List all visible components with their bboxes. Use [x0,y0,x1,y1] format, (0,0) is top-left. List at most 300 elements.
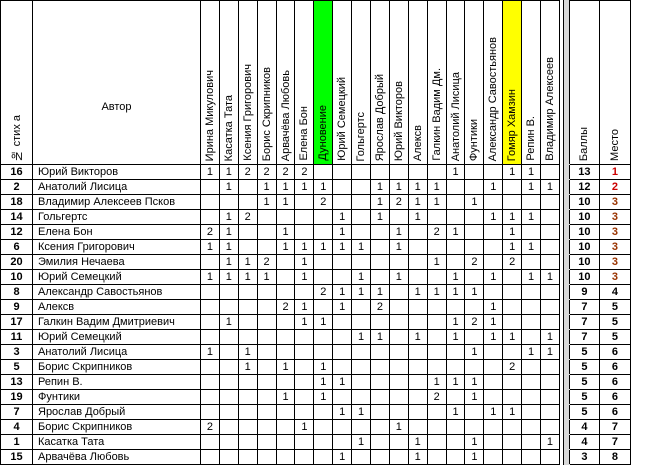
vote-cell[interactable] [201,330,220,345]
vote-cell[interactable]: 1 [219,240,238,255]
vote-cell[interactable]: 1 [276,360,295,375]
vote-cell[interactable] [201,255,220,270]
vote-cell[interactable] [522,390,541,405]
vote-cell[interactable]: 1 [484,315,503,330]
poem-number-cell[interactable]: 2 [1,180,33,195]
vote-cell[interactable] [314,405,333,420]
vote-cell[interactable] [522,300,541,315]
vote-cell[interactable] [465,300,484,315]
author-cell[interactable]: Юрий Семецкий [33,330,201,345]
vote-cell[interactable] [541,360,560,375]
vote-cell[interactable] [465,240,484,255]
vote-cell[interactable]: 1 [446,375,465,390]
header-judge-9[interactable] [371,1,390,165]
header-place[interactable] [599,1,630,165]
vote-cell[interactable] [541,300,560,315]
poem-number-cell[interactable]: 17 [1,315,33,330]
place-cell[interactable]: 5 [599,330,630,345]
vote-cell[interactable] [389,390,408,405]
vote-cell[interactable] [427,210,446,225]
vote-cell[interactable] [314,165,333,180]
header-num-cell[interactable] [1,1,33,165]
place-cell[interactable]: 6 [599,375,630,390]
author-cell[interactable]: Владимир Алексеев Псков [33,195,201,210]
vote-cell[interactable]: 1 [333,225,352,240]
vote-cell[interactable] [257,300,276,315]
vote-cell[interactable] [408,420,427,435]
vote-cell[interactable] [314,210,333,225]
vote-cell[interactable] [333,330,352,345]
header-judge-17[interactable] [522,1,541,165]
vote-cell[interactable]: 2 [295,165,314,180]
vote-cell[interactable]: 1 [257,195,276,210]
vote-cell[interactable]: 1 [503,165,522,180]
vote-cell[interactable] [484,360,503,375]
vote-cell[interactable]: 1 [408,330,427,345]
vote-cell[interactable]: 1 [484,270,503,285]
vote-cell[interactable] [427,450,446,465]
vote-cell[interactable] [333,420,352,435]
place-cell[interactable]: 5 [599,300,630,315]
vote-cell[interactable] [446,450,465,465]
vote-cell[interactable] [446,255,465,270]
vote-cell[interactable] [371,345,390,360]
vote-cell[interactable]: 1 [465,345,484,360]
vote-cell[interactable] [257,450,276,465]
vote-cell[interactable] [371,390,390,405]
vote-cell[interactable]: 1 [503,405,522,420]
vote-cell[interactable] [333,255,352,270]
vote-cell[interactable] [389,315,408,330]
vote-cell[interactable] [465,360,484,375]
vote-cell[interactable]: 1 [276,195,295,210]
vote-cell[interactable] [201,375,220,390]
vote-cell[interactable] [389,165,408,180]
vote-cell[interactable] [352,180,371,195]
vote-cell[interactable] [276,435,295,450]
vote-cell[interactable] [465,330,484,345]
place-cell[interactable]: 5 [599,315,630,330]
vote-cell[interactable] [219,285,238,300]
header-judge-16[interactable] [503,1,522,165]
vote-cell[interactable] [371,435,390,450]
vote-cell[interactable] [541,420,560,435]
score-cell[interactable]: 5 [569,360,599,375]
vote-cell[interactable] [541,195,560,210]
poem-number-cell[interactable]: 11 [1,330,33,345]
vote-cell[interactable]: 1 [408,435,427,450]
vote-cell[interactable] [522,435,541,450]
vote-cell[interactable]: 1 [352,285,371,300]
vote-cell[interactable] [295,285,314,300]
poem-number-cell[interactable]: 13 [1,375,33,390]
vote-cell[interactable] [295,450,314,465]
vote-cell[interactable] [465,165,484,180]
vote-cell[interactable] [389,405,408,420]
vote-cell[interactable]: 1 [219,210,238,225]
vote-cell[interactable] [371,270,390,285]
vote-cell[interactable]: 1 [295,180,314,195]
vote-cell[interactable] [257,240,276,255]
vote-cell[interactable] [389,450,408,465]
vote-cell[interactable] [371,255,390,270]
author-cell[interactable]: Касатка Тата [33,435,201,450]
vote-cell[interactable]: 2 [314,195,333,210]
vote-cell[interactable] [522,450,541,465]
vote-cell[interactable] [295,225,314,240]
vote-cell[interactable] [219,450,238,465]
vote-cell[interactable]: 1 [541,270,560,285]
vote-cell[interactable] [276,285,295,300]
vote-cell[interactable] [257,405,276,420]
poem-number-cell[interactable]: 12 [1,225,33,240]
vote-cell[interactable] [541,405,560,420]
vote-cell[interactable] [257,360,276,375]
vote-cell[interactable] [276,450,295,465]
vote-cell[interactable]: 1 [408,285,427,300]
vote-cell[interactable] [257,210,276,225]
vote-cell[interactable] [314,345,333,360]
vote-cell[interactable]: 1 [314,390,333,405]
vote-cell[interactable] [201,300,220,315]
vote-cell[interactable]: 1 [314,180,333,195]
vote-cell[interactable] [446,360,465,375]
vote-cell[interactable] [484,255,503,270]
poem-number-cell[interactable]: 8 [1,285,33,300]
poem-number-cell[interactable]: 6 [1,240,33,255]
vote-cell[interactable]: 2 [371,300,390,315]
vote-cell[interactable] [484,240,503,255]
vote-cell[interactable]: 1 [427,180,446,195]
vote-cell[interactable]: 1 [484,210,503,225]
vote-cell[interactable] [219,345,238,360]
header-judge-3[interactable] [257,1,276,165]
vote-cell[interactable] [219,360,238,375]
vote-cell[interactable] [238,375,257,390]
poem-number-cell[interactable]: 14 [1,210,33,225]
vote-cell[interactable] [219,390,238,405]
score-cell[interactable]: 10 [569,255,599,270]
vote-cell[interactable] [427,165,446,180]
header-judge-7[interactable] [333,1,352,165]
vote-cell[interactable]: 1 [465,375,484,390]
vote-cell[interactable]: 1 [219,165,238,180]
vote-cell[interactable] [201,405,220,420]
vote-cell[interactable] [257,345,276,360]
vote-cell[interactable] [446,420,465,435]
vote-cell[interactable] [408,165,427,180]
vote-cell[interactable] [408,300,427,315]
poem-number-cell[interactable]: 3 [1,345,33,360]
place-cell[interactable]: 7 [599,435,630,450]
vote-cell[interactable] [238,330,257,345]
vote-cell[interactable] [408,240,427,255]
vote-cell[interactable] [389,435,408,450]
author-cell[interactable]: Юрий Семецкий [33,270,201,285]
vote-cell[interactable] [408,360,427,375]
header-judge-8[interactable] [352,1,371,165]
place-cell[interactable]: 8 [599,450,630,465]
vote-cell[interactable] [446,195,465,210]
poem-number-cell[interactable]: 16 [1,165,33,180]
vote-cell[interactable]: 2 [276,300,295,315]
vote-cell[interactable] [503,390,522,405]
vote-cell[interactable]: 2 [257,165,276,180]
vote-cell[interactable]: 1 [371,210,390,225]
vote-cell[interactable] [408,405,427,420]
vote-cell[interactable]: 1 [201,240,220,255]
place-cell[interactable]: 1 [599,165,630,180]
vote-cell[interactable] [484,450,503,465]
vote-cell[interactable]: 1 [503,225,522,240]
vote-cell[interactable]: 1 [314,240,333,255]
score-cell[interactable]: 5 [569,390,599,405]
vote-cell[interactable]: 1 [427,285,446,300]
vote-cell[interactable] [446,240,465,255]
vote-cell[interactable]: 1 [446,225,465,240]
vote-cell[interactable] [541,450,560,465]
vote-cell[interactable]: 1 [333,450,352,465]
vote-cell[interactable]: 1 [446,165,465,180]
vote-cell[interactable] [314,435,333,450]
vote-cell[interactable]: 1 [465,390,484,405]
vote-cell[interactable]: 1 [465,195,484,210]
vote-cell[interactable] [238,390,257,405]
vote-cell[interactable] [276,315,295,330]
header-judge-5[interactable] [295,1,314,165]
vote-cell[interactable] [201,195,220,210]
header-judge-4[interactable] [276,1,295,165]
author-cell[interactable]: Фунтики [33,390,201,405]
vote-cell[interactable] [427,315,446,330]
vote-cell[interactable] [427,300,446,315]
vote-cell[interactable] [352,300,371,315]
vote-cell[interactable] [276,420,295,435]
vote-cell[interactable]: 1 [333,285,352,300]
author-cell[interactable]: Борис Скрипников [33,360,201,375]
poem-number-cell[interactable]: 4 [1,420,33,435]
poem-number-cell[interactable]: 1 [1,435,33,450]
vote-cell[interactable] [333,315,352,330]
vote-cell[interactable]: 2 [503,360,522,375]
vote-cell[interactable] [201,450,220,465]
vote-cell[interactable] [352,225,371,240]
header-judge-18[interactable] [541,1,560,165]
vote-cell[interactable] [465,225,484,240]
vote-cell[interactable]: 2 [276,165,295,180]
vote-cell[interactable]: 2 [427,225,446,240]
vote-cell[interactable] [219,435,238,450]
vote-cell[interactable] [352,390,371,405]
vote-cell[interactable]: 1 [295,270,314,285]
place-cell[interactable]: 6 [599,390,630,405]
vote-cell[interactable]: 1 [352,270,371,285]
vote-cell[interactable]: 1 [446,405,465,420]
score-cell[interactable]: 7 [569,315,599,330]
vote-cell[interactable] [408,225,427,240]
vote-cell[interactable] [314,300,333,315]
vote-cell[interactable] [522,360,541,375]
place-cell[interactable]: 3 [599,255,630,270]
vote-cell[interactable]: 2 [465,315,484,330]
vote-cell[interactable] [314,255,333,270]
vote-cell[interactable]: 1 [522,165,541,180]
vote-cell[interactable] [352,195,371,210]
vote-cell[interactable] [257,420,276,435]
vote-cell[interactable]: 1 [371,195,390,210]
vote-cell[interactable] [484,375,503,390]
vote-cell[interactable] [522,330,541,345]
vote-cell[interactable] [371,375,390,390]
vote-cell[interactable]: 2 [238,165,257,180]
vote-cell[interactable]: 1 [333,375,352,390]
vote-cell[interactable]: 1 [314,375,333,390]
vote-cell[interactable]: 1 [295,240,314,255]
vote-cell[interactable] [427,240,446,255]
vote-cell[interactable] [257,225,276,240]
vote-cell[interactable] [465,180,484,195]
vote-cell[interactable]: 1 [295,315,314,330]
vote-cell[interactable] [257,315,276,330]
poem-number-cell[interactable]: 15 [1,450,33,465]
vote-cell[interactable]: 2 [314,285,333,300]
vote-cell[interactable] [295,405,314,420]
vote-cell[interactable] [371,165,390,180]
vote-cell[interactable]: 1 [276,390,295,405]
vote-cell[interactable]: 1 [484,330,503,345]
vote-cell[interactable] [427,330,446,345]
vote-cell[interactable] [219,375,238,390]
vote-cell[interactable] [352,210,371,225]
author-cell[interactable]: Алексв [33,300,201,315]
vote-cell[interactable] [427,405,446,420]
vote-cell[interactable] [238,405,257,420]
vote-cell[interactable] [276,330,295,345]
vote-cell[interactable] [389,375,408,390]
vote-cell[interactable] [276,375,295,390]
vote-cell[interactable] [427,435,446,450]
author-cell[interactable]: Эмилия Нечаева [33,255,201,270]
header-score[interactable] [569,1,599,165]
vote-cell[interactable] [201,285,220,300]
place-cell[interactable]: 6 [599,360,630,375]
vote-cell[interactable] [446,345,465,360]
vote-cell[interactable]: 1 [484,405,503,420]
vote-cell[interactable]: 1 [389,240,408,255]
vote-cell[interactable]: 1 [427,195,446,210]
poem-number-cell[interactable]: 18 [1,195,33,210]
vote-cell[interactable]: 1 [352,435,371,450]
vote-cell[interactable]: 1 [219,180,238,195]
vote-cell[interactable] [238,180,257,195]
author-cell[interactable]: Александр Савостьянов [33,285,201,300]
vote-cell[interactable]: 1 [219,225,238,240]
vote-cell[interactable]: 1 [541,345,560,360]
vote-cell[interactable] [352,345,371,360]
vote-cell[interactable] [503,300,522,315]
vote-cell[interactable] [276,345,295,360]
author-cell[interactable]: Ксения Григорович [33,240,201,255]
vote-cell[interactable] [352,375,371,390]
vote-cell[interactable] [484,225,503,240]
vote-cell[interactable] [389,330,408,345]
place-cell[interactable]: 2 [599,180,630,195]
vote-cell[interactable] [541,210,560,225]
vote-cell[interactable] [295,195,314,210]
vote-cell[interactable] [484,345,503,360]
score-cell[interactable]: 5 [569,405,599,420]
header-judge-10[interactable] [389,1,408,165]
vote-cell[interactable] [503,450,522,465]
header-judge-11[interactable] [408,1,427,165]
vote-cell[interactable] [427,270,446,285]
vote-cell[interactable] [446,390,465,405]
vote-cell[interactable] [352,360,371,375]
vote-cell[interactable] [276,210,295,225]
header-judge-6[interactable] [314,1,333,165]
poem-number-cell[interactable]: 5 [1,360,33,375]
vote-cell[interactable] [541,255,560,270]
vote-cell[interactable] [238,315,257,330]
author-cell[interactable]: Репин В. [33,375,201,390]
vote-cell[interactable] [371,360,390,375]
score-cell[interactable]: 4 [569,420,599,435]
place-cell[interactable]: 3 [599,270,630,285]
place-cell[interactable]: 3 [599,195,630,210]
vote-cell[interactable]: 1 [465,450,484,465]
vote-cell[interactable]: 1 [295,255,314,270]
vote-cell[interactable]: 1 [446,285,465,300]
vote-cell[interactable] [314,270,333,285]
vote-cell[interactable]: 1 [219,315,238,330]
vote-cell[interactable] [352,420,371,435]
vote-cell[interactable] [389,285,408,300]
vote-cell[interactable]: 1 [446,270,465,285]
score-cell[interactable]: 10 [569,225,599,240]
vote-cell[interactable] [238,195,257,210]
score-cell[interactable]: 7 [569,330,599,345]
vote-cell[interactable] [295,375,314,390]
vote-cell[interactable] [541,375,560,390]
vote-cell[interactable]: 1 [465,435,484,450]
vote-cell[interactable] [371,240,390,255]
vote-cell[interactable]: 1 [238,360,257,375]
vote-cell[interactable] [427,345,446,360]
score-cell[interactable]: 12 [569,180,599,195]
score-cell[interactable]: 10 [569,270,599,285]
vote-cell[interactable] [352,315,371,330]
vote-cell[interactable]: 2 [238,210,257,225]
poem-number-cell[interactable]: 7 [1,405,33,420]
vote-cell[interactable] [257,285,276,300]
vote-cell[interactable]: 1 [333,405,352,420]
vote-cell[interactable] [314,420,333,435]
vote-cell[interactable]: 1 [522,210,541,225]
vote-cell[interactable] [238,285,257,300]
vote-cell[interactable]: 2 [427,390,446,405]
vote-cell[interactable]: 1 [201,165,220,180]
vote-cell[interactable] [276,270,295,285]
author-cell[interactable]: Галкин Вадим Дмитриевич [33,315,201,330]
vote-cell[interactable] [333,165,352,180]
vote-cell[interactable] [389,210,408,225]
vote-cell[interactable] [238,420,257,435]
vote-cell[interactable] [371,450,390,465]
vote-cell[interactable] [408,390,427,405]
vote-cell[interactable]: 1 [352,240,371,255]
vote-cell[interactable]: 1 [389,270,408,285]
score-cell[interactable]: 13 [569,165,599,180]
